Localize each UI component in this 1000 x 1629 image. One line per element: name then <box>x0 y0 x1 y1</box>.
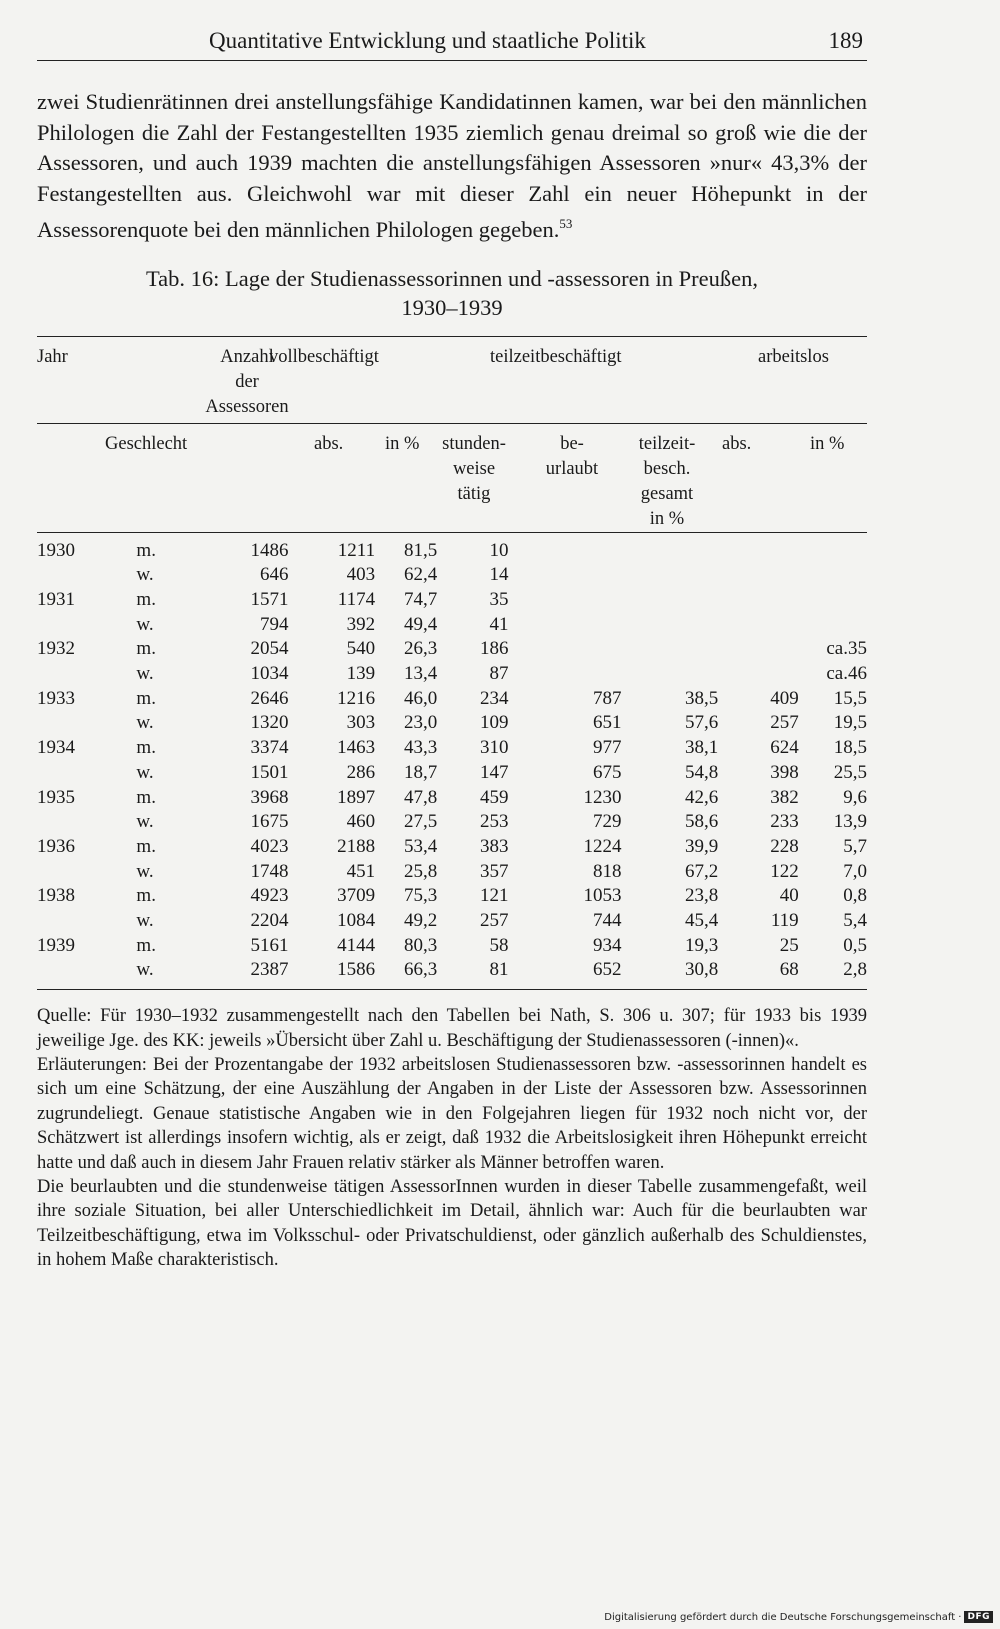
cell-sex: m. <box>136 835 156 857</box>
cell-anzahl: 5161 <box>250 934 289 956</box>
cell-year: 1933 <box>37 687 75 709</box>
cell-arbeitslos-abs: 25 <box>779 934 799 956</box>
cell-sex: w. <box>136 860 154 882</box>
cell-arbeitslos-abs <box>718 588 798 613</box>
data-table <box>37 532 867 991</box>
cell-teilzeit-pct: 39,9 <box>684 835 719 857</box>
cell-year: 1932 <box>37 638 75 660</box>
cell-voll-pct: 43,3 <box>403 737 438 759</box>
cell-teilzeit-pct <box>622 613 719 638</box>
cell-anzahl: 4023 <box>250 835 289 857</box>
cell-voll-pct: 66,3 <box>403 959 438 981</box>
cell-voll-abs: 1463 <box>337 737 376 759</box>
table-row <box>37 909 867 934</box>
cell-year <box>37 810 116 835</box>
cell-arbeitslos-abs: 398 <box>770 761 799 783</box>
table-row <box>37 613 867 638</box>
cell-sex: m. <box>136 588 156 610</box>
digitization-note: Digitalisierung gefördert durch die Deutsche Forschungsgemeinschaft · <box>604 1611 962 1623</box>
cell-voll-abs: 4144 <box>337 934 376 956</box>
col-header-voll-pct: in % <box>385 433 420 454</box>
cell-year <box>37 761 116 786</box>
table-row <box>37 761 867 786</box>
cell-stundenweise: 147 <box>479 761 509 783</box>
cell-stundenweise: 14 <box>489 564 509 586</box>
cell-beurlaubt <box>508 532 621 563</box>
table-row <box>37 687 867 712</box>
col-header-beurlaubt: be- urlaubt <box>545 433 599 479</box>
cell-sex: w. <box>136 613 154 635</box>
cell-year <box>37 613 116 638</box>
book-page <box>37 28 867 1273</box>
table-row <box>37 532 867 563</box>
cell-anzahl: 1034 <box>250 663 289 685</box>
cell-anzahl: 2387 <box>250 959 289 981</box>
cell-year: 1938 <box>37 885 75 907</box>
cell-anzahl: 4923 <box>250 885 289 907</box>
cell-arbeitslos-abs: 40 <box>779 885 799 907</box>
table-title-line2: 1930–1939 <box>401 294 503 320</box>
cell-arbeitslos-pct: 7,0 <box>843 860 867 882</box>
table-row <box>37 958 867 989</box>
cell-voll-pct: 62,4 <box>403 564 438 586</box>
cell-sex: w. <box>136 761 154 783</box>
col-header-teilzeitbeschaeftigt: teilzeitbeschäftigt <box>490 346 622 367</box>
table-row <box>37 860 867 885</box>
col-header-anzahl: Anzahl der Assessoren <box>205 346 289 417</box>
cell-arbeitslos-pct: 5,4 <box>843 910 867 932</box>
table-row <box>37 637 867 662</box>
cell-voll-pct: 47,8 <box>403 786 438 808</box>
cell-sex: m. <box>136 885 156 907</box>
cell-arbeitslos-abs: 382 <box>770 786 799 808</box>
cell-arbeitslos-abs: 409 <box>770 687 799 709</box>
cell-year <box>37 958 116 989</box>
cell-arbeitslos-pct: 25,5 <box>833 761 867 783</box>
cell-anzahl: 794 <box>260 613 289 635</box>
cell-voll-abs: 1216 <box>337 687 376 709</box>
cell-beurlaubt: 818 <box>593 860 622 882</box>
cell-anzahl: 1571 <box>250 588 289 610</box>
cell-arbeitslos-pct: 15,5 <box>833 687 867 709</box>
table-notes <box>37 1004 867 1272</box>
table-row <box>37 810 867 835</box>
cell-arbeitslos-abs: 122 <box>770 860 799 882</box>
cell-stundenweise: 81 <box>489 959 509 981</box>
table-title-line1: Tab. 16: Lage der Studienassessorinnen und -assessoren in Preußen, <box>145 265 759 291</box>
cell-teilzeit-pct: 58,6 <box>684 811 719 833</box>
cell-voll-pct: 18,7 <box>403 761 438 783</box>
cell-arbeitslos-abs <box>718 662 798 687</box>
col-header-arbeitslos: arbeitslos <box>758 346 829 367</box>
cell-year <box>37 662 116 687</box>
cell-voll-abs: 286 <box>346 761 376 783</box>
cell-year <box>37 711 116 736</box>
cell-sex: w. <box>136 959 154 981</box>
cell-anzahl: 1486 <box>250 539 289 561</box>
footnote-reference: 53 <box>559 216 573 231</box>
cell-year: 1935 <box>37 786 75 808</box>
cell-sex: w. <box>136 811 154 833</box>
cell-voll-pct: 75,3 <box>403 885 438 907</box>
cell-teilzeit-pct <box>622 588 719 613</box>
cell-beurlaubt: 1053 <box>583 885 622 907</box>
cell-teilzeit-pct: 38,5 <box>684 687 719 709</box>
cell-voll-abs: 460 <box>346 811 376 833</box>
cell-beurlaubt <box>508 662 621 687</box>
cell-beurlaubt <box>508 563 621 588</box>
cell-sex: m. <box>136 737 156 759</box>
cell-sex: w. <box>136 910 154 932</box>
cell-beurlaubt <box>508 613 621 638</box>
cell-stundenweise: 10 <box>489 539 509 561</box>
cell-sex: m. <box>136 638 156 660</box>
cell-arbeitslos-pct: ca.35 <box>826 638 867 660</box>
running-head <box>37 28 867 61</box>
cell-arbeitslos-pct: 18,5 <box>833 737 867 759</box>
cell-arbeitslos-abs: 68 <box>779 959 799 981</box>
cell-year: 1931 <box>37 588 75 610</box>
col-header-vollbeschaeftigt: vollbeschäftigt <box>269 346 379 367</box>
cell-stundenweise: 109 <box>479 712 509 734</box>
table-body <box>37 532 867 990</box>
cell-arbeitslos-pct: 13,9 <box>833 811 867 833</box>
cell-teilzeit-pct: 67,2 <box>684 860 719 882</box>
cell-arbeitslos-abs <box>718 532 798 563</box>
paragraph-text: zwei Studienrätinnen drei anstellungsfähige Kandidatinnen kamen, war bei den männlichen Philologen die Zahl der Festangestellten 1935 ziemlich genau dreimal so groß wie die der Assessoren, und auch 1939 machten die anstellungsfähigen Assessoren »nur« 43,3% der Festangestellten aus. Gleichwohl war mit dieser Zahl ein neuer Höhepunkt in der Assessorenquote bei den männlichen Philologen gegeben. <box>37 89 867 242</box>
cell-voll-pct: 53,4 <box>403 835 438 857</box>
cell-beurlaubt: 652 <box>593 959 622 981</box>
cell-voll-abs: 451 <box>346 860 376 882</box>
cell-voll-abs: 3709 <box>337 885 376 907</box>
cell-beurlaubt: 651 <box>593 712 622 734</box>
cell-voll-pct: 27,5 <box>403 811 438 833</box>
cell-voll-abs: 540 <box>346 638 376 660</box>
cell-voll-pct: 13,4 <box>403 663 438 685</box>
cell-stundenweise: 35 <box>489 588 509 610</box>
col-header-stundenweise: stunden- weise tätig <box>442 433 506 504</box>
cell-beurlaubt: 1230 <box>583 786 622 808</box>
cell-arbeitslos-pct <box>799 532 867 563</box>
cell-teilzeit-pct <box>622 563 719 588</box>
cell-arbeitslos-pct <box>799 588 867 613</box>
table-row <box>37 786 867 811</box>
cell-year <box>37 563 116 588</box>
cell-arbeitslos-pct: ca.46 <box>826 663 867 685</box>
cell-teilzeit-pct: 54,8 <box>684 761 719 783</box>
table-header-row-1 <box>37 336 867 423</box>
cell-arbeitslos-pct <box>799 613 867 638</box>
table-title <box>37 264 867 322</box>
cell-teilzeit-pct: 57,6 <box>684 712 719 734</box>
table-row <box>37 588 867 613</box>
page-number: 189 <box>828 28 863 53</box>
cell-anzahl: 1501 <box>250 761 289 783</box>
cell-arbeitslos-abs: 228 <box>770 835 799 857</box>
table-row <box>37 711 867 736</box>
digitization-footer <box>604 1611 993 1623</box>
cell-voll-abs: 139 <box>346 663 376 685</box>
cell-voll-pct: 49,4 <box>403 613 438 635</box>
table-header-row-2 <box>37 423 867 532</box>
cell-voll-abs: 403 <box>346 564 376 586</box>
cell-year: 1934 <box>37 737 75 759</box>
col-header-jahr: Jahr <box>37 346 68 367</box>
cell-beurlaubt: 729 <box>593 811 622 833</box>
cell-sex: w. <box>136 564 154 586</box>
cell-stundenweise: 357 <box>479 860 509 882</box>
cell-voll-abs: 2188 <box>337 835 376 857</box>
cell-stundenweise: 253 <box>479 811 509 833</box>
cell-anzahl: 2204 <box>250 910 289 932</box>
cell-stundenweise: 121 <box>479 885 509 907</box>
cell-year: 1930 <box>37 539 75 561</box>
cell-voll-abs: 1586 <box>337 959 376 981</box>
cell-teilzeit-pct: 23,8 <box>684 885 719 907</box>
cell-voll-pct: 25,8 <box>403 860 438 882</box>
cell-teilzeit-pct <box>622 532 719 563</box>
cell-stundenweise: 310 <box>479 737 509 759</box>
note-erlaeuterungen: Erläuterungen: Bei der Prozentangabe der 1932 arbeitslosen Studienassessoren bzw. -assessorinnen handelt es sich um eine Schätzung, der eine Auszählung der Angaben in der Liste der Assessoren bzw. Assessorinnen zugrundeliegt. Genaue statistische Angaben wie in den Folgejahren liegen für 1932 noch nicht vor, der Schätzwert ist allerdings insofern wichtig, als er zeigt, daß 1932 die Arbeitslosigkeit ihren Höhepunkt erreicht hatte und daß auch in diesem Jahr Frauen relativ stärker als Männer betroffen waren. <box>37 1054 867 1173</box>
cell-sex: w. <box>136 663 154 685</box>
cell-stundenweise: 383 <box>479 835 509 857</box>
table-row <box>37 835 867 860</box>
cell-arbeitslos-abs: 233 <box>770 811 799 833</box>
cell-teilzeit-pct: 38,1 <box>684 737 719 759</box>
cell-beurlaubt: 934 <box>593 934 622 956</box>
cell-voll-pct: 46,0 <box>403 687 438 709</box>
cell-stundenweise: 257 <box>479 910 509 932</box>
col-header-arbeitslos-pct: in % <box>810 433 845 454</box>
running-title: Quantitative Entwicklung und staatliche Politik <box>209 28 646 53</box>
cell-voll-abs: 1084 <box>337 910 376 932</box>
cell-anzahl: 646 <box>260 564 289 586</box>
cell-beurlaubt <box>508 588 621 613</box>
cell-arbeitslos-pct: 5,7 <box>843 835 867 857</box>
cell-arbeitslos-abs <box>718 637 798 662</box>
cell-arbeitslos-pct: 9,6 <box>843 786 867 808</box>
cell-stundenweise: 41 <box>489 613 509 635</box>
cell-sex: m. <box>136 934 156 956</box>
cell-voll-pct: 49,2 <box>403 910 438 932</box>
cell-arbeitslos-abs <box>718 563 798 588</box>
cell-arbeitslos-pct: 2,8 <box>843 959 867 981</box>
cell-anzahl: 1320 <box>250 712 289 734</box>
cell-beurlaubt: 1224 <box>583 835 622 857</box>
cell-sex: m. <box>136 687 156 709</box>
cell-voll-pct: 23,0 <box>403 712 438 734</box>
cell-anzahl: 2054 <box>250 638 289 660</box>
cell-anzahl: 2646 <box>250 687 289 709</box>
table-row <box>37 662 867 687</box>
cell-anzahl: 1675 <box>250 811 289 833</box>
cell-anzahl: 1748 <box>250 860 289 882</box>
cell-arbeitslos-abs: 257 <box>770 712 799 734</box>
cell-voll-pct: 74,7 <box>403 588 438 610</box>
body-paragraph <box>37 87 867 246</box>
cell-arbeitslos-abs <box>718 613 798 638</box>
col-header-voll-abs: abs. <box>314 433 344 454</box>
cell-arbeitslos-pct: 19,5 <box>833 712 867 734</box>
cell-beurlaubt <box>508 637 621 662</box>
cell-beurlaubt: 977 <box>593 737 622 759</box>
cell-voll-pct: 81,5 <box>403 539 438 561</box>
cell-anzahl: 3374 <box>250 737 289 759</box>
cell-teilzeit-pct: 45,4 <box>684 910 719 932</box>
cell-teilzeit-pct: 42,6 <box>684 786 719 808</box>
table-row <box>37 884 867 909</box>
cell-voll-abs: 1174 <box>337 588 376 610</box>
col-header-teilzeit-gesamt: teilzeit- besch. gesamt in % <box>638 433 696 529</box>
col-header-geschlecht: Geschlecht <box>105 433 188 454</box>
cell-arbeitslos-abs: 119 <box>770 910 799 932</box>
cell-beurlaubt: 744 <box>593 910 622 932</box>
col-header-arbeitslos-abs: abs. <box>722 433 752 454</box>
cell-year: 1939 <box>37 934 75 956</box>
cell-beurlaubt: 675 <box>593 761 622 783</box>
dfg-logo: DFG <box>964 1611 993 1623</box>
cell-voll-abs: 303 <box>346 712 376 734</box>
cell-sex: w. <box>136 712 154 734</box>
note-quelle: Quelle: Für 1930–1932 zusammengestellt nach den Tabellen bei Nath, S. 306 u. 307; für 1933 bis 1939 jeweilige Jge. des KK: jeweils »Übersicht über Zahl u. Beschäftigung der Studienassessoren (-innen)«. <box>37 1006 867 1051</box>
cell-sex: m. <box>136 786 156 808</box>
cell-stundenweise: 87 <box>489 663 509 685</box>
table-row <box>37 736 867 761</box>
cell-year <box>37 860 116 885</box>
cell-voll-abs: 1211 <box>337 539 376 561</box>
cell-voll-pct: 26,3 <box>403 638 438 660</box>
note-beurlaubte: Die beurlaubten und die stundenweise tätigen AssessorInnen wurden in dieser Tabelle zusammengefaßt, weil ihre soziale Situation, bei aller Unterschiedlichkeit im Detail, ähnlich war: Auch für die beurlaubten war Teilzeitbeschäftigung, etwa im Volksschul- oder Privatschuldienst, oder gänzlich außerhalb des Schuldienstes, in hohem Maße charakteristisch. <box>37 1177 867 1271</box>
cell-teilzeit-pct <box>622 662 719 687</box>
cell-stundenweise: 234 <box>479 687 509 709</box>
cell-arbeitslos-pct: 0,5 <box>843 934 867 956</box>
cell-sex: m. <box>136 539 156 561</box>
cell-stundenweise: 186 <box>479 638 509 660</box>
cell-stundenweise: 58 <box>489 934 509 956</box>
cell-arbeitslos-pct <box>799 563 867 588</box>
table-row <box>37 934 867 959</box>
table-row <box>37 563 867 588</box>
cell-stundenweise: 459 <box>479 786 509 808</box>
cell-year: 1936 <box>37 835 75 857</box>
cell-voll-abs: 392 <box>346 613 376 635</box>
cell-year <box>37 909 116 934</box>
cell-voll-pct: 80,3 <box>403 934 438 956</box>
cell-arbeitslos-pct: 0,8 <box>843 885 867 907</box>
cell-teilzeit-pct: 19,3 <box>684 934 719 956</box>
cell-beurlaubt: 787 <box>593 687 622 709</box>
cell-teilzeit-pct: 30,8 <box>684 959 719 981</box>
cell-arbeitslos-abs: 624 <box>770 737 799 759</box>
cell-voll-abs: 1897 <box>337 786 376 808</box>
cell-anzahl: 3968 <box>250 786 289 808</box>
cell-teilzeit-pct <box>622 637 719 662</box>
